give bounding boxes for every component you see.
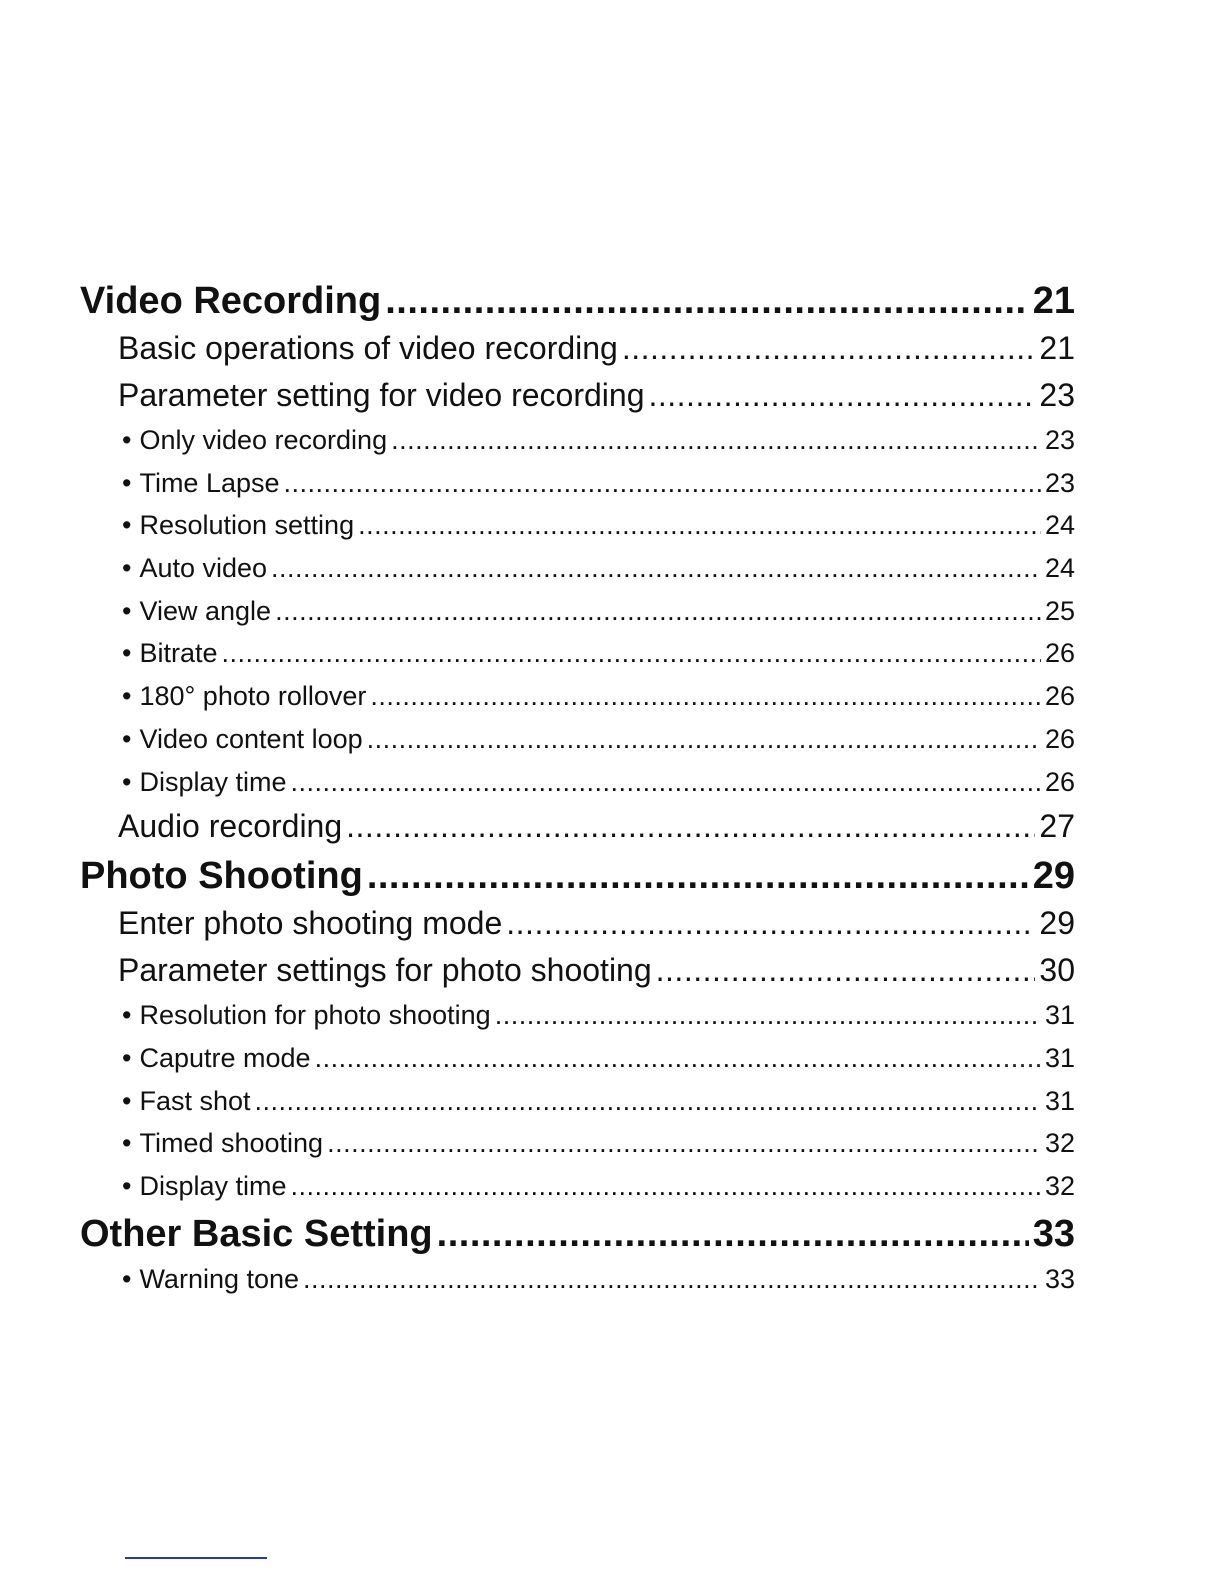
dot-leader — [367, 718, 1041, 761]
toc-subsection[interactable] — [80, 372, 1075, 419]
toc-item[interactable] — [80, 1122, 1075, 1165]
toc-label — [122, 994, 491, 1037]
dot-leader — [271, 547, 1041, 590]
toc-label-text: Photo Shooting — [80, 855, 363, 898]
toc-label-text: Parameter settings for photo shooting — [118, 952, 652, 989]
toc-label — [122, 718, 363, 761]
toc-label — [122, 1037, 311, 1080]
dot-leader — [275, 590, 1041, 633]
footer-rule — [125, 1557, 267, 1559]
bullet-icon: • — [122, 1170, 132, 1201]
toc-label-text: View angle — [139, 595, 272, 626]
toc-page-number: 26 — [1044, 681, 1075, 712]
toc-item[interactable] — [80, 994, 1075, 1037]
toc-page-number: 23 — [1044, 467, 1075, 498]
toc-page-number: 33 — [1032, 1212, 1075, 1255]
toc-label — [122, 1122, 323, 1165]
bullet-icon: • — [122, 1000, 132, 1031]
toc-subsection[interactable] — [80, 803, 1075, 850]
toc-label — [122, 1258, 299, 1301]
toc-page-number: 31 — [1044, 1000, 1075, 1031]
bullet-icon: • — [122, 1042, 132, 1073]
toc-page-number: 24 — [1044, 553, 1075, 584]
bullet-icon: • — [122, 1263, 132, 1294]
dot-leader — [346, 803, 1035, 850]
toc-label — [80, 852, 363, 900]
toc-section[interactable] — [80, 852, 1075, 900]
dot-leader — [255, 1080, 1041, 1123]
toc-label-text: Video content loop — [139, 723, 363, 754]
table-of-contents — [80, 275, 1075, 1300]
toc-label-text: Display time — [139, 1170, 287, 1201]
toc-label-text: Time Lapse — [139, 467, 280, 498]
toc-page-number: 23 — [1039, 377, 1075, 413]
toc-item[interactable] — [80, 632, 1075, 675]
toc-label — [122, 590, 271, 633]
toc-label — [80, 1210, 433, 1258]
dot-leader — [284, 462, 1041, 505]
dot-leader — [506, 900, 1035, 947]
toc-label — [118, 900, 502, 947]
toc-label-text: 180° photo rollover — [139, 681, 367, 712]
toc-item[interactable] — [80, 1165, 1075, 1208]
toc-label-text: Basic operations of video recording — [118, 330, 618, 366]
toc-item[interactable] — [80, 1258, 1075, 1301]
toc-item[interactable] — [80, 462, 1075, 505]
dot-leader — [648, 372, 1035, 419]
toc-label — [122, 1080, 251, 1123]
toc-page-number: 21 — [1039, 330, 1075, 366]
toc-label-text: Auto video — [139, 553, 268, 584]
dot-leader — [291, 761, 1041, 804]
toc-label-text: Video Recording — [80, 280, 382, 322]
toc-item[interactable] — [80, 1037, 1075, 1080]
toc-label — [80, 277, 381, 325]
toc-label — [122, 504, 354, 547]
dot-leader — [358, 504, 1041, 547]
toc-label — [118, 947, 652, 994]
toc-label — [122, 675, 366, 718]
toc-page-number: 30 — [1039, 952, 1075, 989]
toc-page-number: 23 — [1044, 425, 1075, 455]
toc-page-number: 26 — [1044, 766, 1075, 797]
dot-leader — [495, 994, 1041, 1037]
toc-item[interactable] — [80, 504, 1075, 547]
toc-label — [122, 547, 267, 590]
toc-label-text: Bitrate — [139, 638, 218, 669]
toc-label — [118, 803, 342, 850]
dot-leader — [370, 675, 1041, 718]
toc-label — [122, 761, 287, 804]
bullet-icon: • — [122, 1128, 132, 1159]
toc-label-text: Resolution for photo shooting — [139, 1000, 491, 1031]
toc-page-number: 27 — [1039, 808, 1075, 845]
toc-item[interactable] — [80, 547, 1075, 590]
bullet-icon: • — [122, 510, 132, 541]
toc-item[interactable] — [80, 590, 1075, 633]
toc-label-text: Fast shot — [139, 1085, 251, 1116]
toc-item[interactable] — [80, 761, 1075, 804]
dot-leader — [315, 1037, 1041, 1080]
toc-label — [122, 462, 280, 505]
dot-leader — [291, 1165, 1041, 1208]
toc-label-text: Audio recording — [118, 808, 343, 845]
toc-page-number: 29 — [1039, 905, 1075, 942]
bullet-icon: • — [122, 1085, 132, 1116]
dot-leader — [327, 1122, 1041, 1165]
toc-label — [122, 632, 218, 675]
toc-label-text: Caputre mode — [139, 1042, 311, 1073]
toc-label — [122, 1165, 287, 1208]
toc-page-number: 24 — [1044, 510, 1075, 541]
bullet-icon: • — [122, 595, 132, 626]
dot-leader — [367, 852, 1029, 900]
dot-leader — [303, 1258, 1041, 1301]
toc-page-number: 26 — [1044, 723, 1075, 754]
bullet-icon: • — [122, 681, 132, 712]
toc-label-text: Parameter setting for video recording — [118, 377, 645, 413]
toc-label-text: Timed shooting — [139, 1128, 324, 1159]
toc-item[interactable] — [80, 675, 1075, 718]
toc-item[interactable] — [80, 718, 1075, 761]
bullet-icon: • — [122, 467, 132, 498]
toc-page-number: 29 — [1032, 855, 1075, 898]
toc-page-number: 25 — [1044, 595, 1075, 626]
dot-leader — [437, 1210, 1029, 1258]
toc-section[interactable] — [80, 1210, 1075, 1258]
toc-subsection[interactable] — [80, 947, 1075, 994]
toc-label — [118, 325, 618, 372]
dot-leader — [622, 325, 1036, 372]
toc-label-text: Other Basic Setting — [80, 1212, 433, 1255]
bullet-icon: • — [122, 723, 132, 754]
toc-page-number: 26 — [1044, 638, 1075, 669]
dot-leader — [385, 277, 1028, 325]
toc-page-number: 31 — [1044, 1085, 1075, 1116]
bullet-icon: • — [122, 638, 132, 669]
toc-page-number: 33 — [1044, 1263, 1075, 1294]
bullet-icon: • — [122, 766, 132, 797]
dot-leader — [656, 947, 1036, 994]
toc-subsection[interactable] — [80, 900, 1075, 947]
toc-page-number: 31 — [1044, 1042, 1075, 1073]
toc-label — [122, 419, 387, 462]
toc-page-number: 32 — [1044, 1170, 1075, 1201]
toc-page-number: 21 — [1032, 280, 1075, 322]
toc-label-text: Enter photo shooting mode — [118, 905, 503, 942]
toc-label-text: Only video recording — [139, 425, 388, 455]
toc-label-text: Warning tone — [139, 1263, 300, 1294]
toc-label-text: Resolution setting — [139, 510, 355, 541]
dot-leader — [391, 419, 1041, 462]
toc-label-text: Display time — [139, 766, 287, 797]
toc-item[interactable] — [80, 419, 1075, 462]
toc-page-number: 32 — [1044, 1128, 1075, 1159]
bullet-icon: • — [122, 553, 132, 584]
toc-subsection[interactable] — [80, 325, 1075, 372]
dot-leader — [222, 632, 1041, 675]
bullet-icon: • — [122, 425, 132, 455]
toc-section[interactable] — [80, 277, 1075, 325]
toc-label — [118, 372, 644, 419]
toc-item[interactable] — [80, 1080, 1075, 1123]
